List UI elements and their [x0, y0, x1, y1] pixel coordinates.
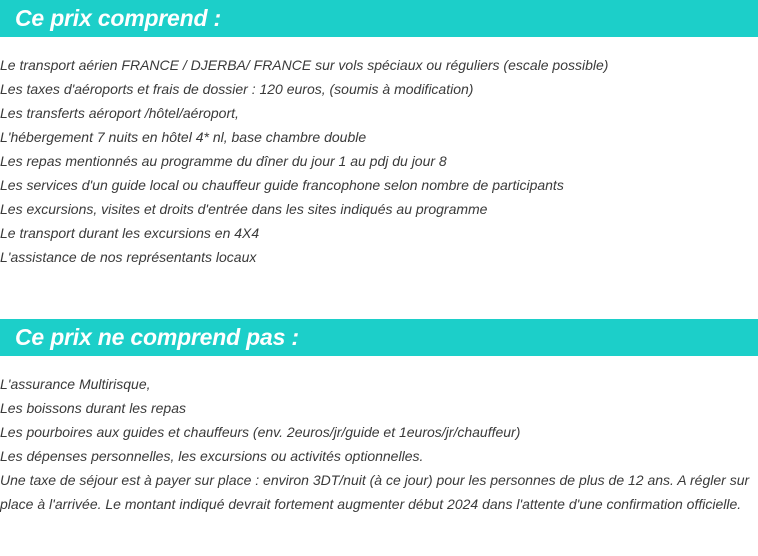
excludes-section-header	[0, 319, 758, 356]
list-item: Les services d'un guide local ou chauffeur guide francophone selon nombre de participants	[0, 177, 564, 193]
list-item: Les boissons durant les repas	[0, 400, 186, 416]
list-item: Les transferts aéroport /hôtel/aéroport,	[0, 105, 239, 121]
list-item: Les excursions, visites et droits d'entrée dans les sites indiqués au programme	[0, 201, 488, 217]
includes-section-title: Ce prix comprend :	[15, 5, 221, 31]
list-item: Les repas mentionnés au programme du dîner du jour 1 au pdj du jour 8	[0, 153, 447, 169]
list-item: Le transport durant les excursions en 4X4	[0, 225, 260, 241]
includes-list	[0, 53, 752, 269]
list-item: Les taxes d'aéroports et frais de dossier : 120 euros, (soumis à modification)	[0, 81, 474, 97]
list-item: Une taxe de séjour est à payer sur place : environ 3DT/nuit (à ce jour) pour les personnes de plus de 12 ans. A régler sur place à l'arrivée. Le montant indiqué devrait fortement augmenter début 2024 dans l'attente d'une confirmation officielle.	[0, 472, 750, 512]
list-item: Les pourboires aux guides et chauffeurs (env. 2euros/jr/guide et 1euros/jr/chauffeur)	[0, 424, 521, 440]
list-item: Le transport aérien FRANCE / DJERBA/ FRANCE sur vols spéciaux ou réguliers (escale possible)	[0, 57, 609, 73]
list-item: L'hébergement 7 nuits en hôtel 4* nl, base chambre double	[0, 129, 367, 145]
includes-section-header	[0, 0, 758, 37]
excludes-list	[0, 372, 752, 516]
list-item: L'assistance de nos représentants locaux	[0, 249, 257, 265]
list-item: Les dépenses personnelles, les excursions ou activités optionnelles.	[0, 448, 424, 464]
excludes-section-title: Ce prix ne comprend pas :	[15, 324, 299, 350]
list-item: L'assurance Multirisque,	[0, 376, 151, 392]
